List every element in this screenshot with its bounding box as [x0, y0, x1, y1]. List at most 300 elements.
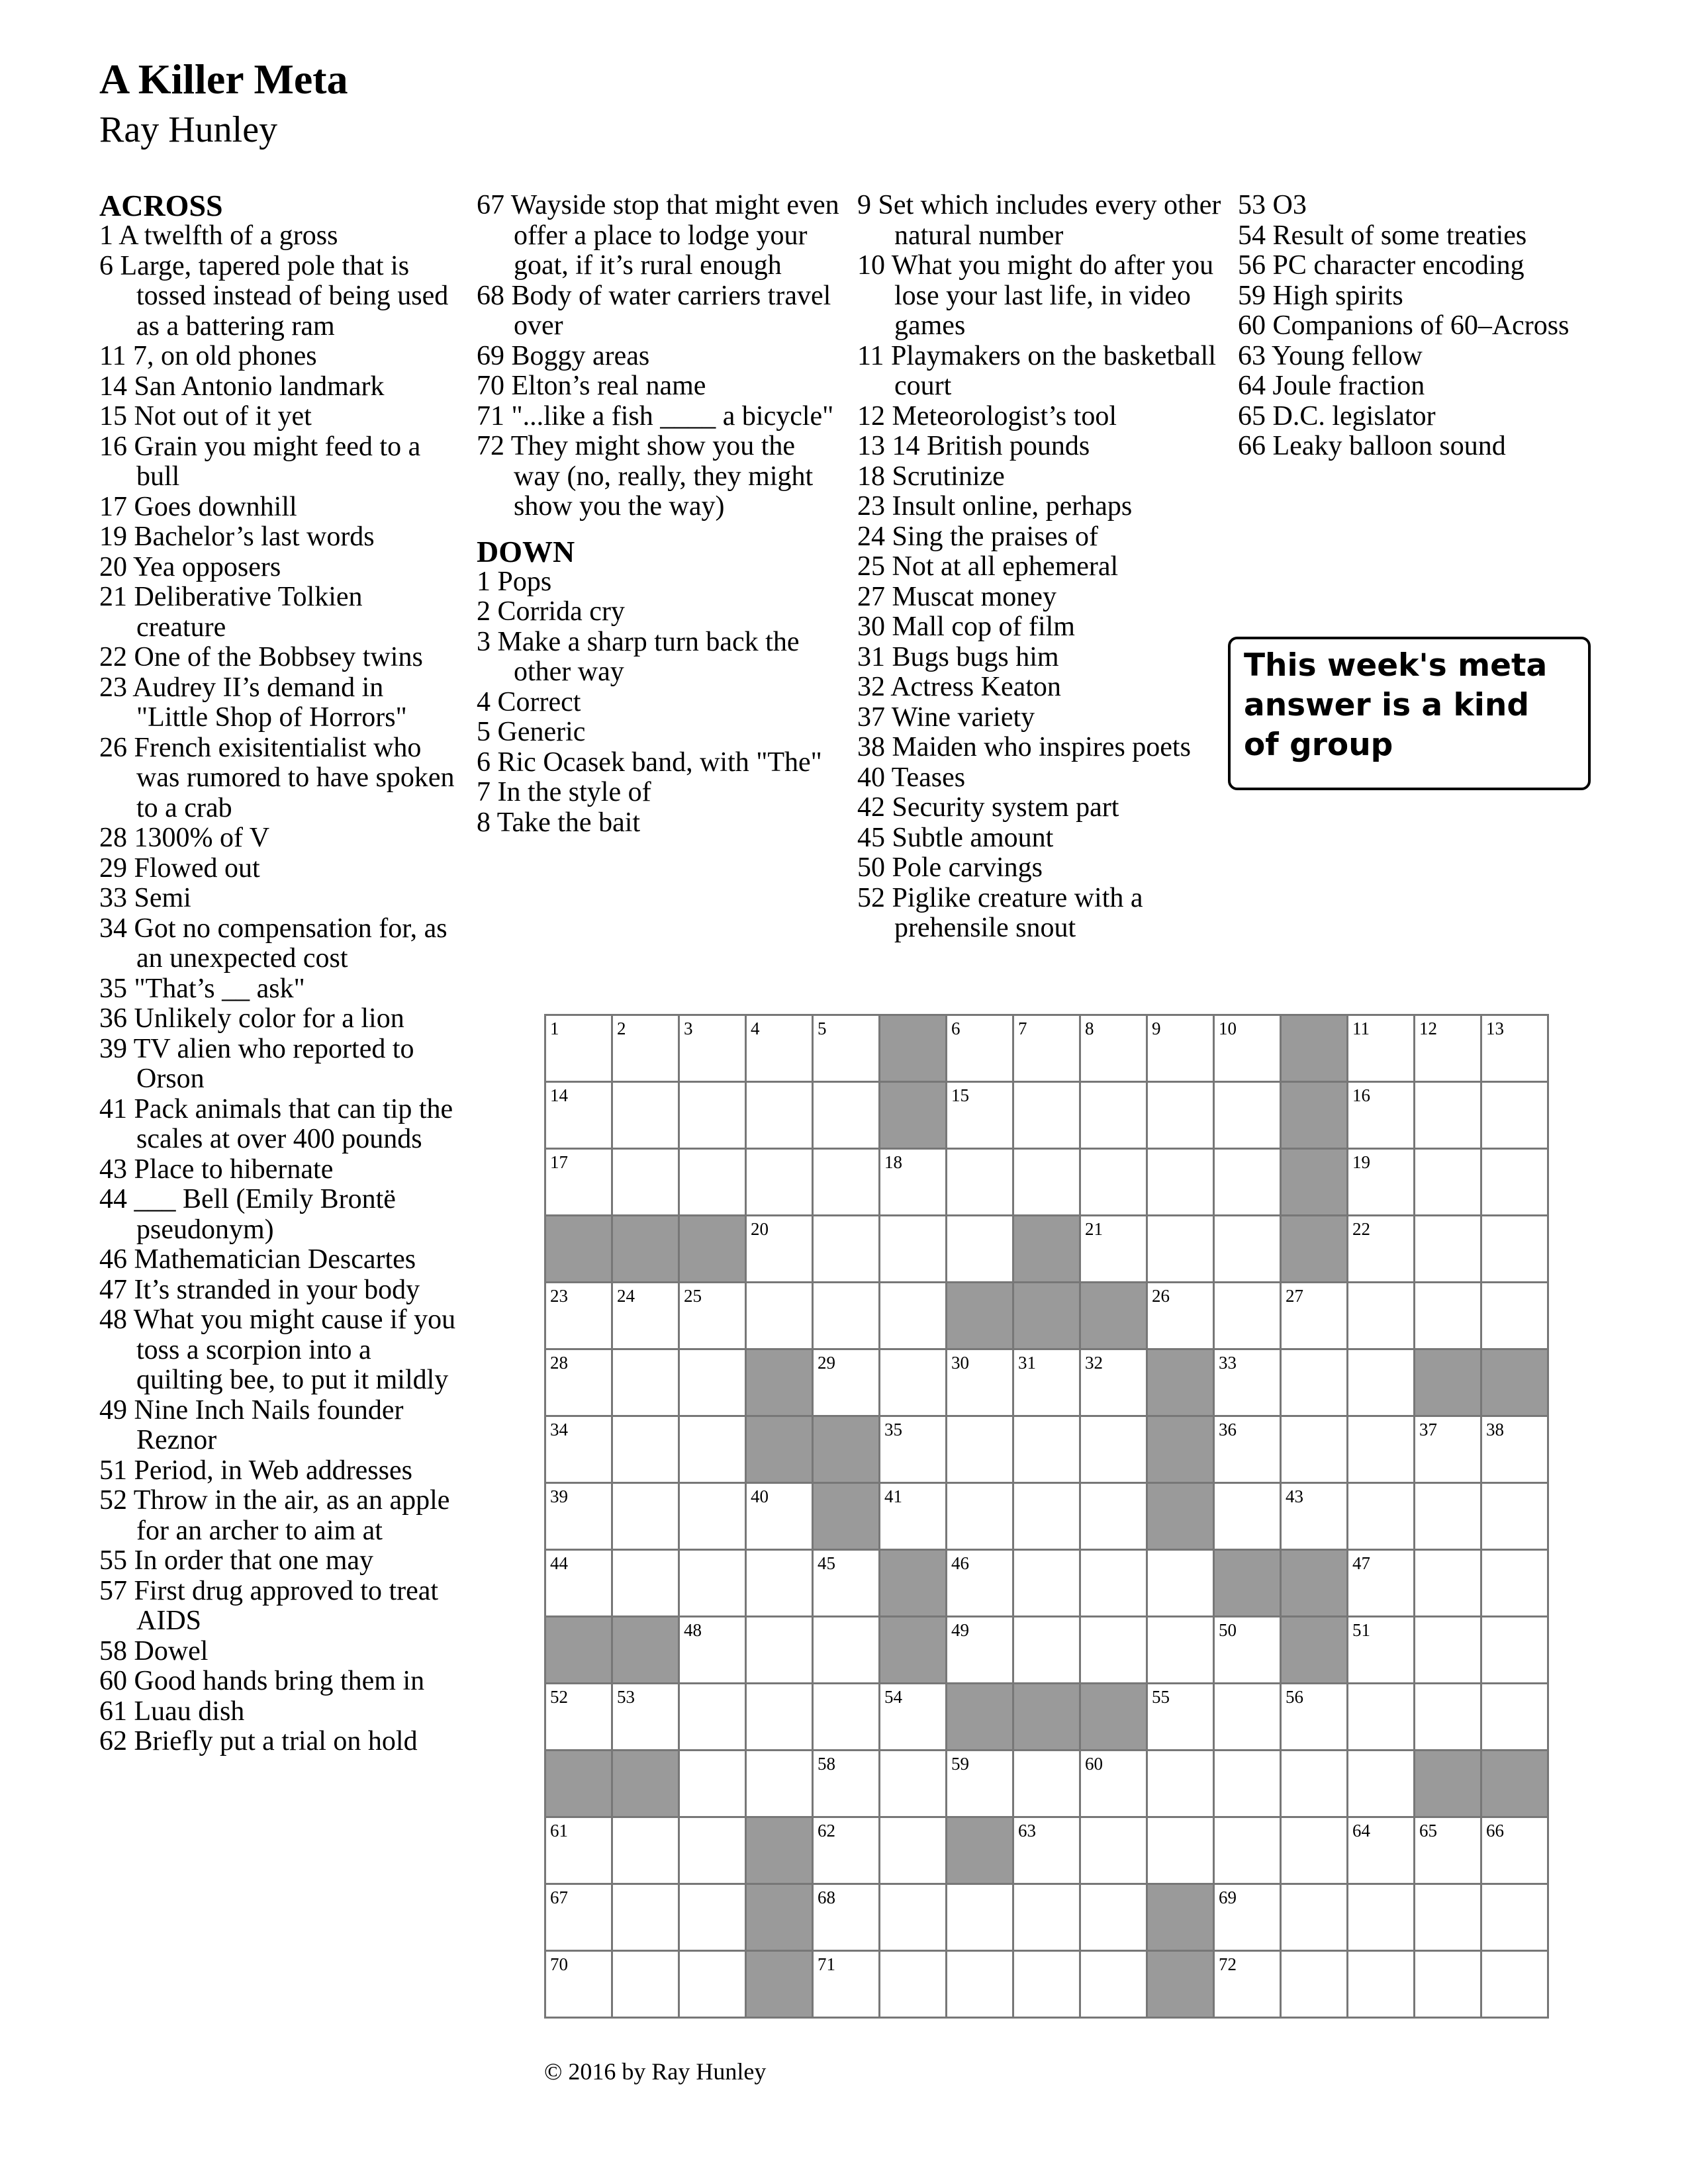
- grid-row: [545, 1149, 1548, 1216]
- grid-cell[interactable]: [612, 1015, 679, 1082]
- clue-item: [857, 552, 1228, 582]
- grid-cell[interactable]: [545, 1817, 612, 1884]
- clue-text: Scrutinize: [892, 461, 1005, 492]
- grid-cell[interactable]: [612, 1149, 679, 1216]
- grid-cell[interactable]: [1281, 1817, 1348, 1884]
- clue-number: 52: [857, 882, 885, 913]
- grid-cell[interactable]: [612, 1550, 679, 1617]
- cell-number: 58: [818, 1754, 835, 1774]
- grid-cell[interactable]: [1348, 1951, 1415, 2018]
- grid-cell[interactable]: [1481, 1416, 1548, 1483]
- grid-cell[interactable]: [545, 1550, 612, 1617]
- grid-cell[interactable]: [813, 1149, 880, 1216]
- grid-cell[interactable]: [1214, 1283, 1281, 1349]
- grid-cell[interactable]: [1281, 1684, 1348, 1751]
- grid-cell[interactable]: [1013, 1416, 1080, 1483]
- grid-cell[interactable]: [1214, 1416, 1281, 1483]
- grid-cell[interactable]: [947, 1216, 1013, 1283]
- clue-text: They might show you the way (no, really, they might show you the way): [510, 431, 814, 522]
- grid-cell[interactable]: [1013, 1951, 1080, 2018]
- black-square: [1147, 1349, 1214, 1416]
- grid-cell[interactable]: [1214, 1751, 1281, 1817]
- grid-cell[interactable]: [1348, 1149, 1415, 1216]
- grid-cell[interactable]: [1080, 1550, 1147, 1617]
- grid-cell[interactable]: [1481, 1483, 1548, 1550]
- clue-number: 41: [99, 1093, 127, 1124]
- grid-cell[interactable]: [880, 1283, 947, 1349]
- grid-cell[interactable]: [813, 1349, 880, 1416]
- grid-cell[interactable]: [545, 1082, 612, 1149]
- clue-item: [99, 1245, 457, 1275]
- grid-cell[interactable]: [1214, 1082, 1281, 1149]
- cell-number: 7: [1018, 1019, 1027, 1038]
- grid-cell[interactable]: [1013, 1550, 1080, 1617]
- black-square: [880, 1015, 947, 1082]
- clue-text: Wayside stop that might even offer a place to lodge your goat, if it’s rural enough: [510, 190, 839, 281]
- clue-item: [1238, 311, 1582, 341]
- cell-number: 21: [1085, 1219, 1103, 1239]
- grid-cell[interactable]: [1415, 1817, 1481, 1884]
- grid-cell[interactable]: [1348, 1550, 1415, 1617]
- grid-cell[interactable]: [679, 1082, 746, 1149]
- grid-cell[interactable]: [1415, 1684, 1481, 1751]
- clue-item: [99, 251, 457, 342]
- grid-cell[interactable]: [1013, 1483, 1080, 1550]
- cell-number: 38: [1486, 1420, 1504, 1439]
- grid-cell[interactable]: [1415, 1617, 1481, 1684]
- grid-cell[interactable]: [612, 1884, 679, 1951]
- grid-cell[interactable]: [1080, 1617, 1147, 1684]
- grid-cell[interactable]: [679, 1817, 746, 1884]
- cell-number: 9: [1152, 1019, 1161, 1038]
- grid-cell[interactable]: [1348, 1283, 1415, 1349]
- clue-number: 16: [99, 431, 127, 462]
- grid-cell[interactable]: [813, 1550, 880, 1617]
- grid-cell[interactable]: [813, 1082, 880, 1149]
- clue-text: Pops: [497, 566, 552, 597]
- grid-cell[interactable]: [813, 1283, 880, 1349]
- grid-cell[interactable]: [947, 1082, 1013, 1149]
- clue-column-2: [477, 191, 847, 838]
- grid-row: [545, 1416, 1548, 1483]
- grid-cell[interactable]: [1348, 1684, 1415, 1751]
- clue-item: [1238, 402, 1582, 432]
- cell-number: 52: [550, 1687, 568, 1707]
- clue-number: 32: [857, 672, 885, 702]
- grid-cell[interactable]: [1147, 1617, 1214, 1684]
- grid-cell[interactable]: [679, 1684, 746, 1751]
- black-square: [1214, 1550, 1281, 1617]
- grid-cell[interactable]: [746, 1149, 813, 1216]
- grid-cell[interactable]: [1281, 1349, 1348, 1416]
- clue-number: 10: [857, 250, 885, 281]
- grid-cell[interactable]: [1080, 1817, 1147, 1884]
- grid-cell[interactable]: [880, 1416, 947, 1483]
- grid-cell[interactable]: [947, 1416, 1013, 1483]
- clue-text: Subtle amount: [892, 822, 1054, 853]
- grid-cell[interactable]: [1415, 1951, 1481, 2018]
- clue-text: Meteorologist’s tool: [892, 400, 1117, 432]
- grid-cell[interactable]: [1348, 1216, 1415, 1283]
- grid-cell[interactable]: [679, 1283, 746, 1349]
- clue-text: Take the bait: [496, 807, 641, 838]
- clue-column-3: [857, 191, 1228, 944]
- grid-cell[interactable]: [1481, 1082, 1548, 1149]
- clue-text: It’s stranded in your body: [134, 1274, 420, 1305]
- black-square: [1147, 1951, 1214, 2018]
- grid-cell[interactable]: [679, 1751, 746, 1817]
- grid-cell[interactable]: [1415, 1416, 1481, 1483]
- clue-text: Audrey II’s demand in "Little Shop of Horrors": [132, 672, 407, 733]
- grid-cell[interactable]: [1080, 1951, 1147, 2018]
- grid-cell[interactable]: [880, 1149, 947, 1216]
- grid-cell[interactable]: [1415, 1283, 1481, 1349]
- grid-cell[interactable]: [1013, 1349, 1080, 1416]
- cell-number: 67: [550, 1888, 568, 1907]
- clue-text: Large, tapered pole that is tossed instead of being used as a battering ram: [120, 250, 449, 341]
- black-square: [679, 1216, 746, 1283]
- clue-item: [99, 1095, 457, 1155]
- grid-cell[interactable]: [1147, 1684, 1214, 1751]
- cell-number: 16: [1352, 1085, 1370, 1105]
- clue-column-1: [99, 191, 457, 1757]
- grid-cell[interactable]: [1481, 1817, 1548, 1884]
- grid-cell[interactable]: [679, 1550, 746, 1617]
- clue-item: [857, 703, 1228, 733]
- cell-number: 24: [617, 1286, 635, 1306]
- clue-number: 47: [99, 1274, 127, 1305]
- clue-number: 71: [477, 400, 504, 432]
- clue-item: [477, 688, 847, 718]
- grid-cell[interactable]: [1481, 1216, 1548, 1283]
- grid-cell[interactable]: [1147, 1550, 1214, 1617]
- clue-text: In the style of: [497, 777, 651, 807]
- cell-number: 37: [1419, 1420, 1437, 1439]
- grid-cell[interactable]: [545, 1483, 612, 1550]
- grid-cell[interactable]: [947, 1884, 1013, 1951]
- grid-cell[interactable]: [612, 1082, 679, 1149]
- grid-cell[interactable]: [1013, 1617, 1080, 1684]
- grid-cell[interactable]: [1348, 1015, 1415, 1082]
- grid-cell[interactable]: [612, 1349, 679, 1416]
- black-square: [1147, 1416, 1214, 1483]
- black-square: [1281, 1550, 1348, 1617]
- clue-text: Playmakers on the basketball court: [890, 340, 1216, 401]
- cell-number: 27: [1286, 1286, 1303, 1306]
- clue-item: [99, 823, 457, 854]
- grid-cell[interactable]: [1080, 1483, 1147, 1550]
- clue-number: 45: [857, 822, 885, 853]
- grid-cell[interactable]: [1348, 1483, 1415, 1550]
- grid-cell[interactable]: [1214, 1951, 1281, 2018]
- clue-number: 57: [99, 1575, 127, 1606]
- clue-number: 13: [857, 431, 885, 461]
- cell-number: 44: [550, 1553, 568, 1573]
- black-square: [746, 1349, 813, 1416]
- grid-cell[interactable]: [1214, 1483, 1281, 1550]
- grid-cell[interactable]: [1214, 1149, 1281, 1216]
- grid-cell[interactable]: [1281, 1483, 1348, 1550]
- grid-cell[interactable]: [1348, 1082, 1415, 1149]
- clue-item: [99, 1034, 457, 1095]
- black-square: [880, 1082, 947, 1149]
- grid-cell[interactable]: [1415, 1082, 1481, 1149]
- grid-cell[interactable]: [679, 1483, 746, 1550]
- clue-text: "...like a fish ____ a bicycle": [511, 400, 834, 432]
- clue-text: Sing the praises of: [892, 521, 1098, 552]
- grid-cell[interactable]: [679, 1617, 746, 1684]
- grid-cell[interactable]: [880, 1216, 947, 1283]
- clue-text: Flowed out: [134, 852, 260, 884]
- grid-cell[interactable]: [880, 1751, 947, 1817]
- grid-cell[interactable]: [1214, 1015, 1281, 1082]
- clue-text: Bugs bugs him: [892, 641, 1059, 672]
- clue-item: [857, 884, 1228, 944]
- grid-cell[interactable]: [1481, 1884, 1548, 1951]
- grid-cell[interactable]: [813, 1015, 880, 1082]
- grid-cell[interactable]: [1481, 1617, 1548, 1684]
- grid-cell[interactable]: [746, 1751, 813, 1817]
- grid-cell[interactable]: [1214, 1884, 1281, 1951]
- grid-cell[interactable]: [1147, 1751, 1214, 1817]
- cell-number: 54: [884, 1687, 902, 1707]
- cell-number: 32: [1085, 1353, 1103, 1373]
- clue-item: [99, 1185, 457, 1245]
- black-square: [1013, 1283, 1080, 1349]
- clue-text: Bachelor’s last words: [134, 522, 375, 552]
- grid-cell[interactable]: [1348, 1884, 1415, 1951]
- clue-item: [99, 643, 457, 673]
- cell-number: 2: [617, 1019, 626, 1038]
- grid-cell[interactable]: [545, 1349, 612, 1416]
- grid-cell[interactable]: [746, 1483, 813, 1550]
- grid-cell[interactable]: [545, 1149, 612, 1216]
- grid-cell[interactable]: [746, 1216, 813, 1283]
- grid-cell[interactable]: [1080, 1884, 1147, 1951]
- grid-cell[interactable]: [612, 1684, 679, 1751]
- cell-number: 40: [751, 1486, 769, 1506]
- grid-cell[interactable]: [679, 1951, 746, 2018]
- grid-cell[interactable]: [1348, 1617, 1415, 1684]
- grid-cell[interactable]: [1147, 1015, 1214, 1082]
- grid-cell[interactable]: [1481, 1015, 1548, 1082]
- grid-cell[interactable]: [1481, 1550, 1548, 1617]
- grid-cell[interactable]: [679, 1149, 746, 1216]
- grid-cell[interactable]: [1147, 1216, 1214, 1283]
- grid-cell[interactable]: [1214, 1216, 1281, 1283]
- grid-cell[interactable]: [1214, 1617, 1281, 1684]
- clue-text: "That’s __ ask": [134, 973, 305, 1004]
- grid-cell[interactable]: [545, 1416, 612, 1483]
- grid-cell[interactable]: [1348, 1416, 1415, 1483]
- clue-text: Companions of 60–Across: [1272, 310, 1570, 341]
- grid-cell[interactable]: [1481, 1149, 1548, 1216]
- grid-cell[interactable]: [947, 1483, 1013, 1550]
- grid-cell[interactable]: [1348, 1817, 1415, 1884]
- grid-cell[interactable]: [746, 1617, 813, 1684]
- grid-cell[interactable]: [1415, 1884, 1481, 1951]
- clue-number: 11: [99, 341, 126, 371]
- cell-number: 26: [1152, 1286, 1170, 1306]
- grid-cell[interactable]: [1013, 1082, 1080, 1149]
- grid-cell[interactable]: [1348, 1751, 1415, 1817]
- grid-cell[interactable]: [1013, 1817, 1080, 1884]
- grid-cell[interactable]: [1013, 1751, 1080, 1817]
- grid-cell[interactable]: [1281, 1751, 1348, 1817]
- grid-cell[interactable]: [813, 1216, 880, 1283]
- grid-cell[interactable]: [1281, 1283, 1348, 1349]
- grid-cell[interactable]: [813, 1684, 880, 1751]
- grid-cell[interactable]: [612, 1416, 679, 1483]
- clue-text: 1300% of V: [134, 823, 270, 853]
- grid-cell[interactable]: [545, 1283, 612, 1349]
- clue-text: Joule fraction: [1272, 371, 1425, 401]
- grid-cell[interactable]: [880, 1951, 947, 2018]
- grid-cell[interactable]: [947, 1149, 1013, 1216]
- clue-item: [477, 597, 847, 627]
- clue-text: Corrida cry: [497, 596, 625, 627]
- grid-cell[interactable]: [746, 1550, 813, 1617]
- clue-number: 12: [857, 400, 885, 432]
- clue-number: 11: [857, 340, 884, 371]
- grid-cell[interactable]: [746, 1283, 813, 1349]
- grid-cell[interactable]: [1481, 1283, 1548, 1349]
- grid-cell[interactable]: [545, 1884, 612, 1951]
- grid-cell[interactable]: [947, 1751, 1013, 1817]
- grid-cell[interactable]: [1481, 1684, 1548, 1751]
- grid-cell[interactable]: [880, 1349, 947, 1416]
- puzzle-title: A Killer Meta: [99, 56, 348, 103]
- grid-cell[interactable]: [1080, 1149, 1147, 1216]
- clue-number: 52: [99, 1485, 127, 1516]
- grid-cell[interactable]: [1080, 1349, 1147, 1416]
- grid-cell[interactable]: [1080, 1416, 1147, 1483]
- clue-item: [857, 492, 1228, 522]
- grid-cell[interactable]: [679, 1884, 746, 1951]
- clue-text: 7, on old phones: [132, 341, 317, 371]
- grid-cell[interactable]: [679, 1349, 746, 1416]
- grid-cell[interactable]: [947, 1951, 1013, 2018]
- clue-number: 39: [99, 1033, 127, 1064]
- grid-cell[interactable]: [612, 1951, 679, 2018]
- grid-cell[interactable]: [880, 1884, 947, 1951]
- grid-cell[interactable]: [813, 1951, 880, 2018]
- grid-cell[interactable]: [1147, 1817, 1214, 1884]
- meta-hint-box: This week's meta answer is a kind of group: [1228, 637, 1591, 790]
- grid-cell[interactable]: [1415, 1550, 1481, 1617]
- grid-cell[interactable]: [1214, 1349, 1281, 1416]
- grid-cell[interactable]: [813, 1751, 880, 1817]
- grid-cell[interactable]: [1281, 1884, 1348, 1951]
- grid-cell[interactable]: [746, 1684, 813, 1751]
- grid-cell[interactable]: [1147, 1082, 1214, 1149]
- grid-cell[interactable]: [947, 1015, 1013, 1082]
- clue-item: [1238, 432, 1582, 462]
- grid-cell[interactable]: [1080, 1015, 1147, 1082]
- clue-item: [857, 582, 1228, 613]
- clue-number: 23: [99, 672, 127, 703]
- grid-cell[interactable]: [612, 1817, 679, 1884]
- grid-cell[interactable]: [1080, 1216, 1147, 1283]
- clue-item: [99, 1004, 457, 1034]
- grid-cell[interactable]: [1281, 1951, 1348, 2018]
- grid-cell[interactable]: [1415, 1483, 1481, 1550]
- clue-number: 27: [857, 581, 885, 612]
- grid-cell[interactable]: [813, 1884, 880, 1951]
- clue-item: [857, 251, 1228, 341]
- grid-cell[interactable]: [1080, 1082, 1147, 1149]
- clue-number: 7: [477, 777, 491, 807]
- grid-cell[interactable]: [880, 1483, 947, 1550]
- grid-cell[interactable]: [746, 1082, 813, 1149]
- grid-cell[interactable]: [813, 1617, 880, 1684]
- grid-cell[interactable]: [1013, 1884, 1080, 1951]
- grid-cell[interactable]: [880, 1684, 947, 1751]
- black-square: [746, 1817, 813, 1884]
- clue-number: 15: [99, 401, 127, 432]
- clue-item: [99, 733, 457, 824]
- grid-cell[interactable]: [1281, 1416, 1348, 1483]
- clue-number: 69: [477, 340, 504, 371]
- clue-item: [99, 1637, 457, 1667]
- clue-text: D.C. legislator: [1272, 400, 1436, 432]
- grid-cell[interactable]: [1013, 1015, 1080, 1082]
- grid-cell[interactable]: [947, 1617, 1013, 1684]
- grid-row: [545, 1216, 1548, 1283]
- grid-cell[interactable]: [545, 1684, 612, 1751]
- clue-number: 5: [477, 717, 491, 747]
- clue-text: Boggy areas: [511, 340, 650, 371]
- grid-cell[interactable]: [1415, 1149, 1481, 1216]
- grid-cell[interactable]: [1481, 1951, 1548, 2018]
- grid-cell[interactable]: [947, 1349, 1013, 1416]
- clue-item: [857, 853, 1228, 884]
- black-square: [947, 1817, 1013, 1884]
- grid-cell[interactable]: [813, 1817, 880, 1884]
- black-square: [947, 1283, 1013, 1349]
- grid-cell[interactable]: [612, 1483, 679, 1550]
- grid-cell[interactable]: [1080, 1751, 1147, 1817]
- grid-cell[interactable]: [1415, 1216, 1481, 1283]
- grid-cell[interactable]: [1147, 1149, 1214, 1216]
- grid-cell[interactable]: [1214, 1817, 1281, 1884]
- clue-item: [99, 553, 457, 583]
- clue-number: 59: [1238, 280, 1266, 311]
- black-square: [746, 1416, 813, 1483]
- grid-cell[interactable]: [947, 1550, 1013, 1617]
- grid-cell[interactable]: [1147, 1283, 1214, 1349]
- clue-number: 20: [99, 551, 127, 582]
- clue-number: 21: [99, 582, 127, 612]
- grid-cell[interactable]: [545, 1015, 612, 1082]
- grid-cell[interactable]: [679, 1416, 746, 1483]
- grid-row: [545, 1884, 1548, 1951]
- grid-cell[interactable]: [746, 1015, 813, 1082]
- clue-item: [99, 402, 457, 432]
- cell-number: 18: [884, 1152, 902, 1172]
- grid-cell[interactable]: [545, 1951, 612, 2018]
- cell-number: 36: [1219, 1420, 1237, 1439]
- grid-cell[interactable]: [1214, 1684, 1281, 1751]
- grid-cell[interactable]: [1348, 1349, 1415, 1416]
- grid-cell[interactable]: [1415, 1015, 1481, 1082]
- grid-row: [545, 1483, 1548, 1550]
- cell-number: 28: [550, 1353, 568, 1373]
- grid-cell[interactable]: [1013, 1149, 1080, 1216]
- grid-cell[interactable]: [612, 1283, 679, 1349]
- grid-cell[interactable]: [880, 1817, 947, 1884]
- grid-cell[interactable]: [679, 1015, 746, 1082]
